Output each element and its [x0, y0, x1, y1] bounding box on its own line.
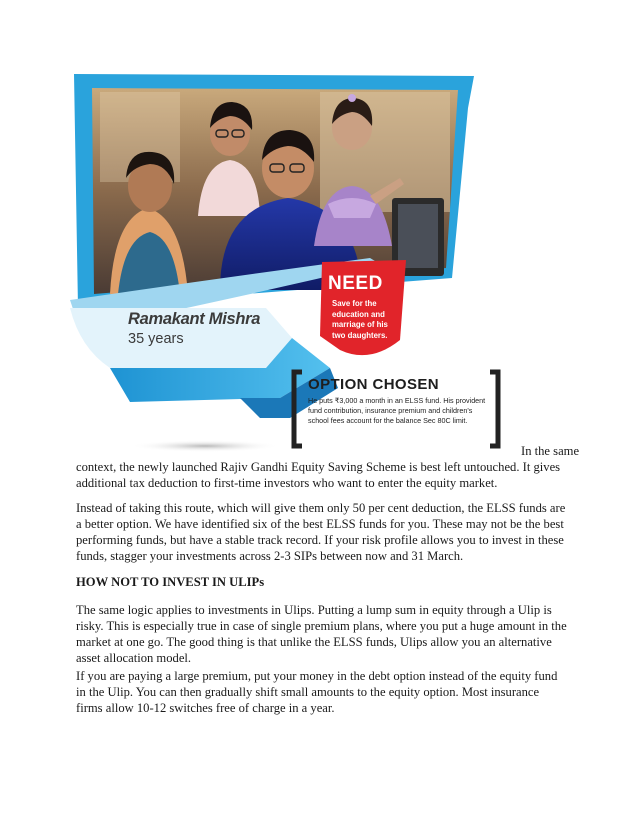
infographic — [70, 68, 520, 456]
option-title: OPTION CHOSEN — [308, 376, 440, 393]
person-age: 35 years — [128, 331, 184, 347]
floor-shadow — [130, 440, 280, 452]
option-text: He puts ₹3,000 a month in an ELSS fund. His provident fund contribution, insurance premium and children's school fees account for the balance Sec 80C limit. — [308, 396, 486, 425]
need-text: Save for the education and marriage of his two daughters. — [332, 299, 388, 340]
person-name: Ramakant Mishra — [128, 310, 261, 328]
paragraph-3: The same logic applies to investments in Ulips. Putting a lump sum in equity through a Ulip is risky. This is especially true in case of single premium plans, where you put a huge amount in the market at one go. The good thing is that unlike the ELSS funds, Ulips allow you an alternative asset allocation model. — [76, 603, 567, 665]
paragraph-4: If you are paying a large premium, put your money in the debt option instead of the equity fund in the Ulip. You can then gradually shift small amounts to the equity option. Most insurance firms allow 10-12 switches free of charge in a year. — [76, 669, 558, 715]
need-title: NEED — [328, 273, 383, 294]
option-chosen-box — [308, 376, 494, 426]
need-badge — [314, 273, 406, 341]
person-caption — [128, 310, 268, 347]
paragraph-2: Instead of taking this route, which will give them only 50 per cent deduction, the ELSS funds are a better option. We have identified six of the best ELSS funds for you. These may not be the best performing funds, but have a stable track record. If your risk profile allows you to invest in these funds, stagger your investments across 2-3 SIPs between now and 31 March. — [76, 501, 566, 563]
section-heading: HOW NOT TO INVEST IN ULIPs — [76, 575, 265, 589]
paragraph-inline-start: In the same — [521, 444, 580, 458]
paragraph-1: context, the newly launched Rajiv Gandhi Equity Saving Scheme is best left untouched. It gives additional tax deduction to first-time investors who want to enter the equity market. — [76, 460, 561, 490]
